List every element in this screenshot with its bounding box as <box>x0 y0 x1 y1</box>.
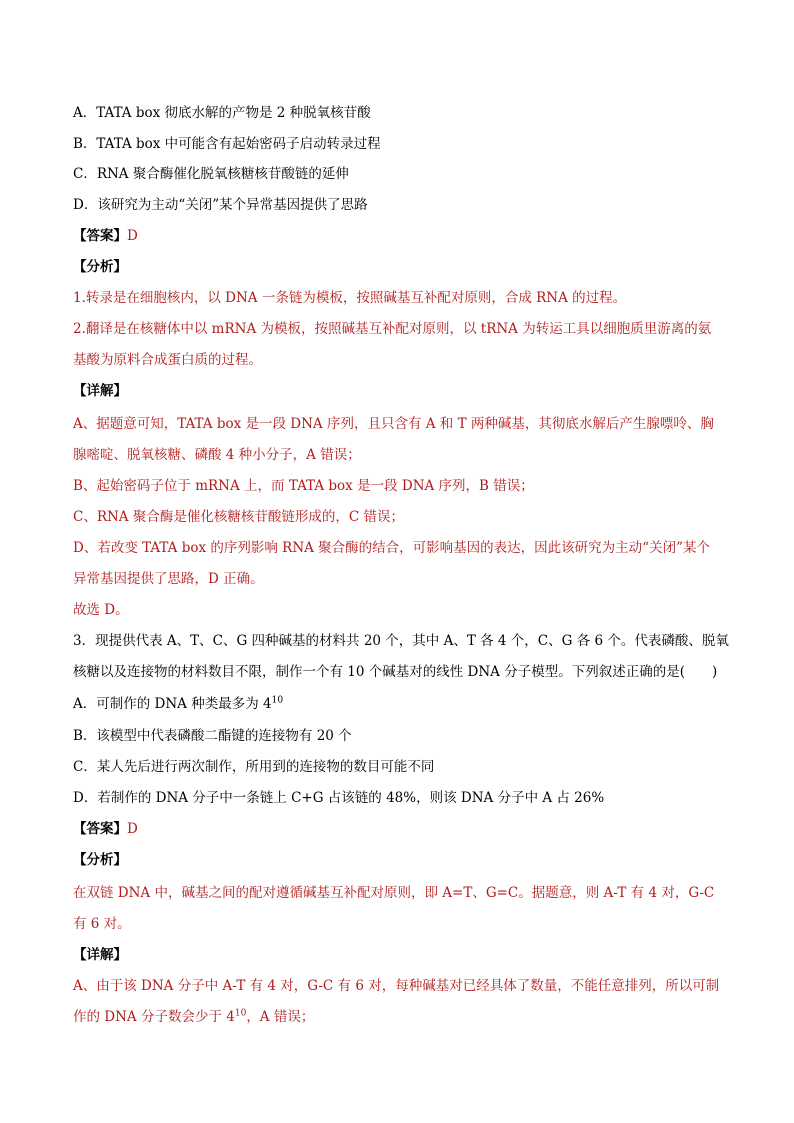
q3-detail-line-1: A、由于该 DNA 分子中 A-T 有 4 对，G-C 有 6 对，每种碱基对已经具体了数量，不能任意排列，所以可制 <box>73 978 720 994</box>
q3-option-c: C．某人先后进行两次制作，所用到的连接物的数目可能不同 <box>73 759 435 775</box>
q3-analysis-line-1: 在双链 DNA 中，碱基之间的配对遵循碱基互补配对原则，即 A=T、G=C。据题意，则 A-T 有 4 对，G-C <box>73 885 715 901</box>
q3-stem-line-2: 核糖以及连接物的材料数目不限，制作一个有 10 个碱基对的线性 DNA 分子模型。下列叙述正确的是( ) <box>73 664 718 680</box>
q2-option-b: B．TATA box 中可能含有起始密码子启动转录过程 <box>73 136 381 152</box>
q3-answer <box>73 819 723 839</box>
q2-analysis-label: 【分析】 <box>73 259 127 275</box>
q2-analysis-line-1: 1.转录是在细胞核内，以 DNA 一条链为模板，按照碱基互补配对原则，合成 RNA 的过程。 <box>73 290 627 306</box>
q3-detail-exponent: 10 <box>234 1008 247 1019</box>
q3-option-b: B．该模型中代表磷酸二酯键的连接物有 20 个 <box>73 728 352 744</box>
q3-analysis-label: 【分析】 <box>73 852 127 868</box>
answer-value: D <box>127 821 138 837</box>
q2-answer <box>73 226 723 246</box>
q2-detail-line-2: 腺嘧啶、脱氧核糖、磷酸 4 种小分子，A 错误； <box>73 447 361 463</box>
q3-option-a-exponent: 10 <box>271 695 284 706</box>
answer-label: 【答案】 <box>73 228 127 244</box>
q3-stem-line-1: 3．现提供代表 A、T、C、G 四种碱基的材料共 20 个，其中 A、T 各 4 个，C、G 各 6 个。代表磷酸、脱氧 <box>73 633 729 649</box>
answer-label: 【答案】 <box>73 821 127 837</box>
q3-detail-label: 【详解】 <box>73 947 127 963</box>
q2-option-d: D．该研究为主动“关闭”某个异常基因提供了思路 <box>73 197 368 213</box>
q3-detail-line-2-pre: 作的 DNA 分子数会少于 4 <box>73 1009 235 1025</box>
q2-detail-label: 【详解】 <box>73 383 127 399</box>
q2-option-c: C．RNA 聚合酶催化脱氧核糖核苷酸链的延伸 <box>73 166 349 182</box>
q2-detail-line-4: C、RNA 聚合酶是催化核糖核苷酸链形成的，C 错误； <box>73 509 404 525</box>
answer-value: D <box>127 228 138 244</box>
q2-detail-line-7: 故选 D。 <box>73 602 129 618</box>
q3-detail-line-2-post: ，A 错误； <box>246 1009 315 1025</box>
q2-analysis-line-3: 基酸为原料合成蛋白质的过程。 <box>73 352 262 368</box>
q2-option-a: A．TATA box 彻底水解的产物是 2 种脱氧核苷酸 <box>73 105 371 121</box>
q3-option-d: D．若制作的 DNA 分子中一条链上 C+G 占该链的 48%，则该 DNA 分子中 A 占 26% <box>73 790 605 806</box>
q3-analysis-line-2: 有 6 对。 <box>73 916 131 932</box>
q2-detail-line-5: D、若改变 TATA box 的序列影响 RNA 聚合酶的结合，可影响基因的表达，因此该研究为主动“关闭”某个 <box>73 540 710 556</box>
q2-analysis-line-2: 2.翻译是在核糖体中以 mRNA 为模板，按照碱基互补配对原则，以 tRNA 为转运工具以细胞质里游离的氨 <box>73 321 712 337</box>
q3-option-a-text: A．可制作的 DNA 种类最多为 4 <box>73 696 272 712</box>
q2-detail-line-6: 异常基因提供了思路，D 正确。 <box>73 571 264 587</box>
q3-detail-line-2 <box>73 1007 723 1027</box>
q3-option-a <box>73 694 723 714</box>
q2-detail-line-1: A、据题意可知，TATA box 是一段 DNA 序列，且只含有 A 和 T 两种碱基，其彻底水解后产生腺嘌呤、胸 <box>73 416 714 432</box>
q2-detail-line-3: B、起始密码子位于 mRNA 上，而 TATA box 是一段 DNA 序列，B 错误； <box>73 478 534 494</box>
